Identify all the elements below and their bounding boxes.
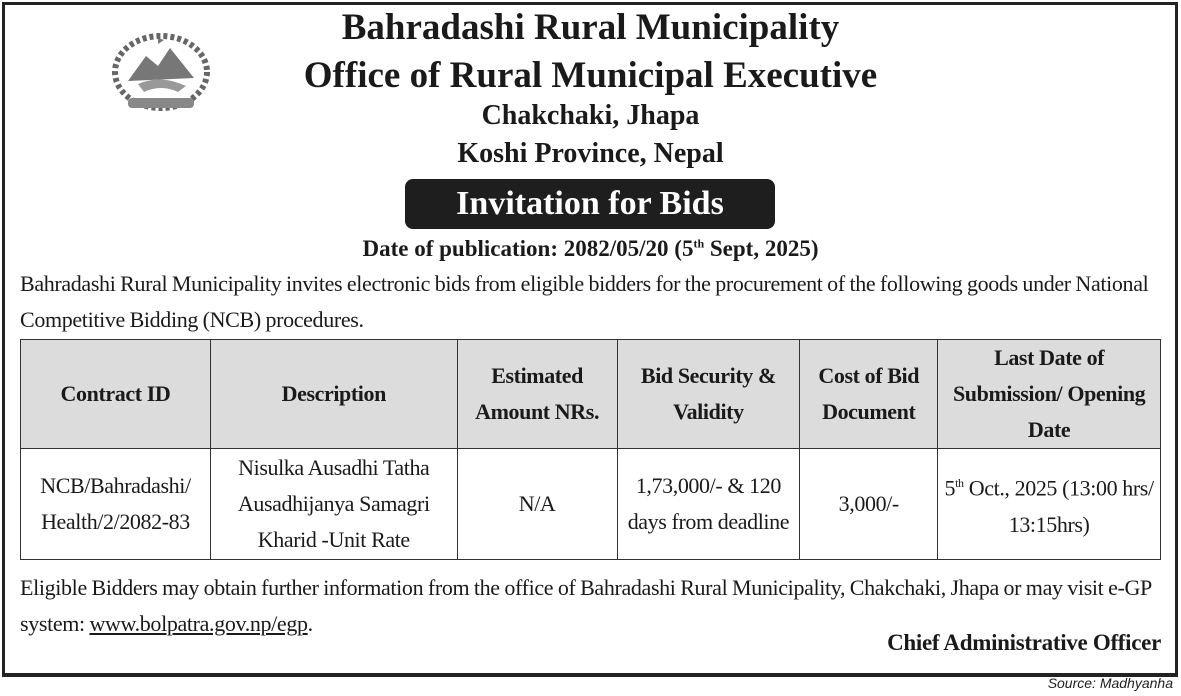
date-day: 5 <box>944 475 956 501</box>
cell-description: Nisulka Ausadhi Tatha Ausadhijanya Samagri Kharid -Unit Rate <box>210 449 457 560</box>
signature: Chief Administrative Officer <box>887 630 1161 655</box>
header-description: Description <box>210 340 457 449</box>
table-row <box>21 449 1161 560</box>
egp-link[interactable]: www.bolpatra.gov.np/egp <box>89 611 308 636</box>
notice-title: Invitation for Bids <box>405 179 775 229</box>
municipality-title: Bahradashi Rural Municipality <box>341 7 840 48</box>
publication-date-sup: th <box>693 236 705 251</box>
cell-last-date <box>938 449 1161 560</box>
header-contract-id: Contract ID <box>21 340 211 449</box>
header-last-date: Last Date of Submission/ Opening Date <box>938 340 1161 449</box>
publication-date-suffix: Sept, 2025) <box>704 236 819 261</box>
footer-text: Eligible Bidders may obtain further information from the office of Bahradashi Rural Municipality, Chakchaki, Jhapa or may visit e-GP system: <box>20 575 1152 636</box>
cell-amount: N/A <box>457 449 617 560</box>
bid-table <box>20 339 1161 560</box>
publication-date-text: Date of publication: 2082/05/20 (5 <box>362 236 694 261</box>
header-cost: Cost of Bid Document <box>800 340 938 449</box>
source-credit: Source: Madhyanha <box>1047 675 1173 691</box>
publication-date <box>0 236 1181 262</box>
province: Koshi Province, Nepal <box>457 138 724 169</box>
cell-cost: 3,000/- <box>800 449 938 560</box>
office-title: Office of Rural Municipal Executive <box>303 55 878 96</box>
cell-contract-id: NCB/Bahradashi/ Health/2/2082-83 <box>21 449 211 560</box>
cell-bid-security: 1,73,000/- & 120 days from deadline <box>617 449 800 560</box>
location: Chakchaki, Jhapa <box>481 100 700 131</box>
header-estimated-amount: Estimated Amount NRs. <box>457 340 617 449</box>
footer-end: . <box>307 611 313 636</box>
table-header-row <box>21 340 1161 449</box>
header-bid-security: Bid Security & Validity <box>617 340 800 449</box>
date-rest: Oct., 2025 (13:00 hrs/ 13:15hrs) <box>963 475 1154 537</box>
intro-paragraph: Bahradashi Rural Municipality invites electronic bids from eligible bidders for the procurement of the following goods under National Competitive Bidding (NCB) procedures. <box>20 271 1149 332</box>
date-sup: th <box>955 476 964 491</box>
